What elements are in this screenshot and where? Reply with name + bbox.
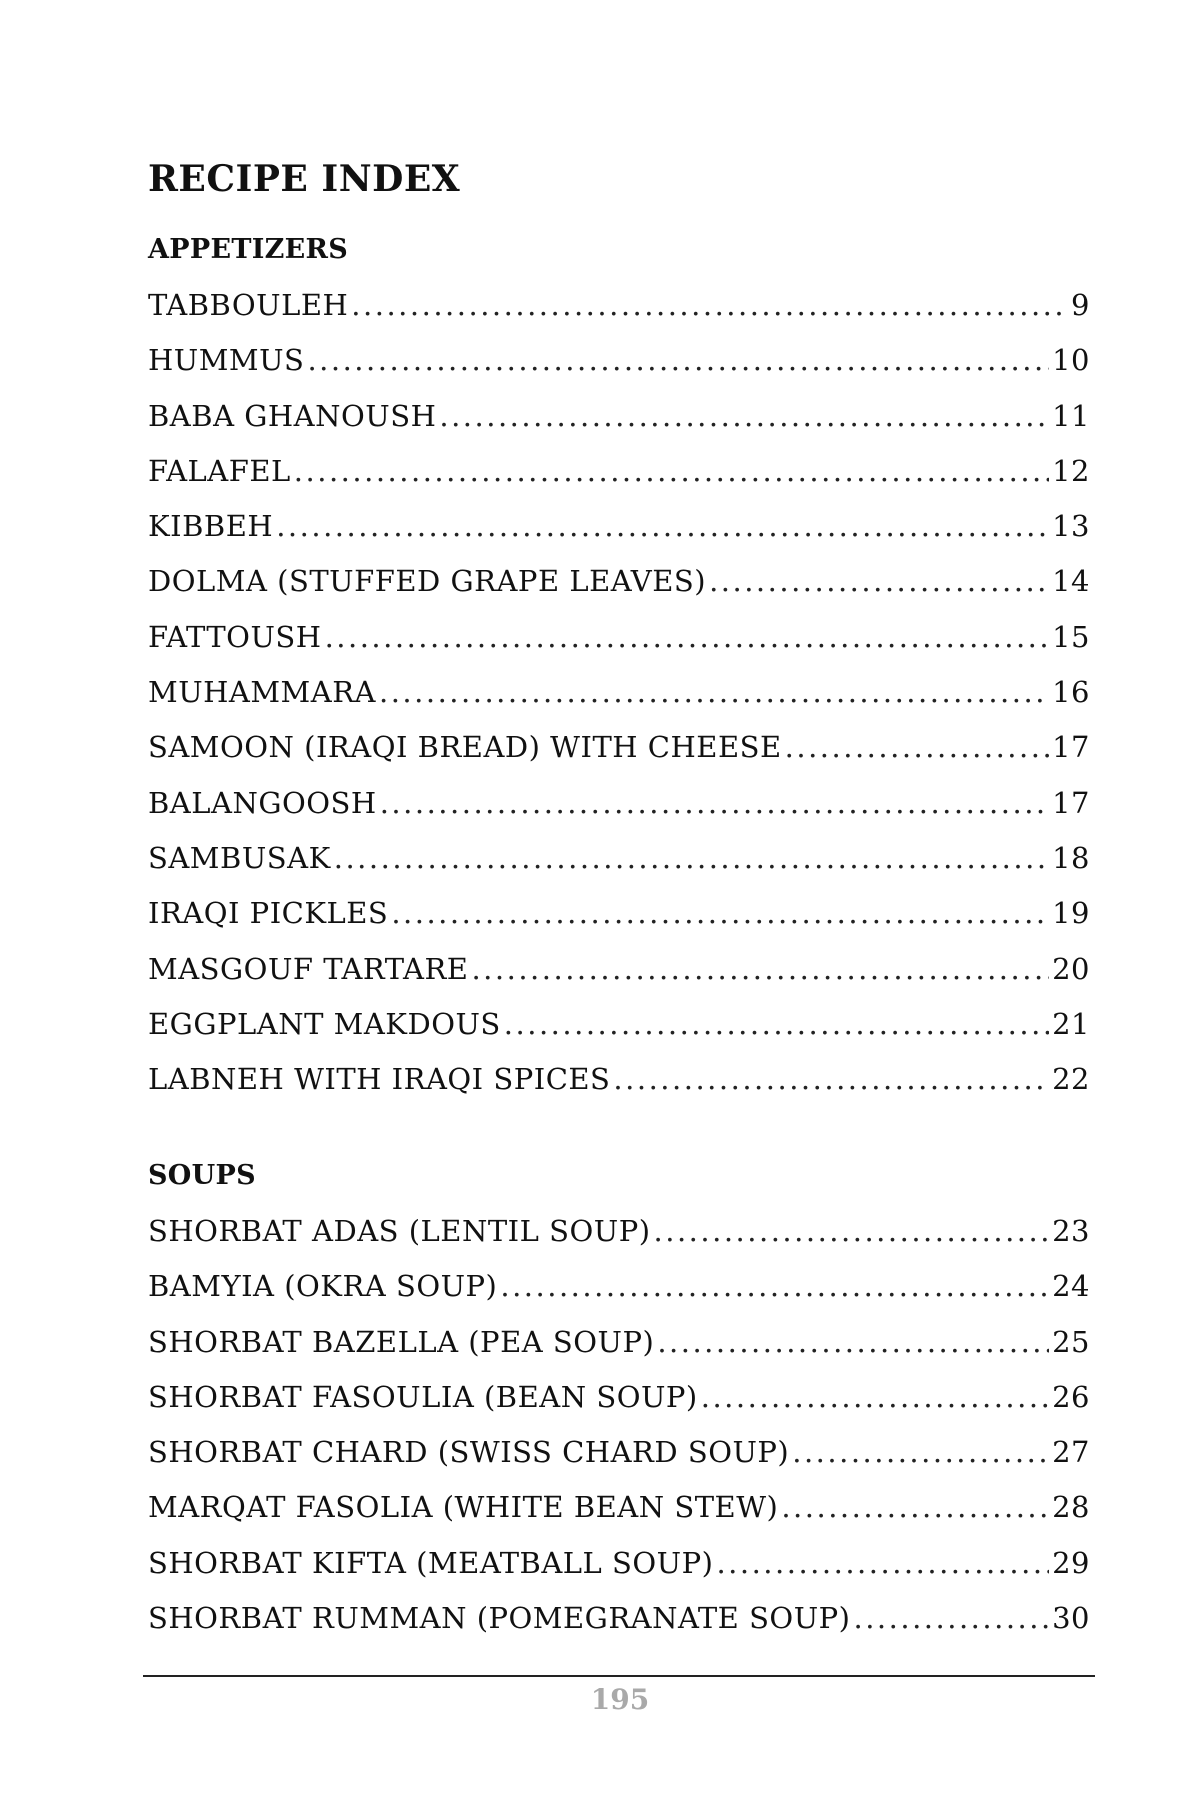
toc-entry-page: 22 [1052, 1062, 1090, 1097]
toc-entry[interactable] [148, 997, 1090, 1052]
toc-entry-title: SHORBAT FASOULIA (BEAN SOUP) [148, 1379, 698, 1414]
toc-entry[interactable] [148, 886, 1090, 941]
page-number: 195 [590, 1683, 650, 1716]
toc-entry-page: 24 [1052, 1269, 1090, 1304]
dot-leader [716, 1536, 1049, 1591]
toc-entry-page: 25 [1052, 1324, 1090, 1359]
dot-leader [294, 444, 1049, 499]
dot-leader [391, 886, 1049, 941]
toc-entry[interactable] [148, 1536, 1090, 1591]
toc-list [148, 278, 1090, 1107]
dot-leader [701, 1370, 1049, 1425]
toc-entry-page: 14 [1052, 564, 1090, 599]
dot-leader [785, 720, 1049, 775]
dot-leader [307, 333, 1049, 388]
toc-entry-title: BALANGOOSH [148, 785, 377, 820]
toc-entry-page: 18 [1052, 840, 1090, 875]
toc-entry[interactable] [148, 278, 1090, 333]
toc-entry[interactable] [148, 610, 1090, 665]
toc-entry-page: 9 [1071, 288, 1090, 322]
dot-leader [792, 1425, 1049, 1480]
toc-entry[interactable] [148, 499, 1090, 554]
toc-entry[interactable] [148, 942, 1090, 997]
toc-entry-page: 26 [1052, 1379, 1090, 1414]
toc-entry-title: SAMOON (IRAQI BREAD) WITH CHEESE [148, 730, 782, 765]
toc-entry[interactable] [148, 776, 1090, 831]
toc-entry-page: 29 [1052, 1545, 1090, 1580]
toc-entry-page: 16 [1052, 675, 1090, 710]
toc-entry-title: FATTOUSH [148, 619, 322, 654]
toc-entry[interactable] [148, 1315, 1090, 1370]
toc-entry-page: 11 [1052, 398, 1090, 433]
toc-entry-title: MARQAT FASOLIA (WHITE BEAN STEW) [148, 1490, 779, 1525]
toc-entry-title: SHORBAT CHARD (SWISS CHARD SOUP) [148, 1435, 790, 1470]
toc-entry-title: TABBOULEH [148, 288, 349, 322]
toc-entry[interactable] [148, 1259, 1090, 1314]
dot-leader [325, 610, 1050, 665]
toc-entry[interactable] [148, 389, 1090, 444]
toc-entry-title: SHORBAT KIFTA (MEATBALL SOUP) [148, 1545, 714, 1580]
dot-leader [439, 389, 1049, 444]
dot-leader [613, 1052, 1049, 1107]
toc-entry[interactable] [148, 1204, 1090, 1259]
toc-entry-title: SAMBUSAK [148, 840, 331, 875]
dot-leader [334, 831, 1049, 886]
toc-entry[interactable] [148, 554, 1090, 609]
toc-entry-title: MUHAMMARA [148, 675, 376, 710]
toc-entry[interactable] [148, 1052, 1090, 1107]
dot-leader [657, 1315, 1049, 1370]
dot-leader [654, 1204, 1050, 1259]
toc-entry-title: KIBBEH [148, 509, 274, 544]
dot-leader [709, 554, 1049, 609]
toc-list [148, 1204, 1090, 1646]
footer-divider [143, 1675, 1095, 1677]
toc-entry[interactable] [148, 1480, 1090, 1535]
toc-entry-page: 15 [1052, 619, 1090, 654]
dot-leader [351, 278, 1068, 333]
toc-entry-title: EGGPLANT MAKDOUS [148, 1006, 501, 1041]
toc-entry-title: BABA GHANOUSH [148, 398, 437, 433]
toc-entry-page: 17 [1052, 785, 1090, 820]
dot-leader [379, 665, 1049, 720]
toc-entry[interactable] [148, 1425, 1090, 1480]
section-appetizers [148, 222, 1090, 1107]
toc-entry[interactable] [148, 1591, 1090, 1646]
dot-leader [853, 1591, 1049, 1646]
toc-entry-title: SHORBAT RUMMAN (POMEGRANATE SOUP) [148, 1601, 851, 1636]
toc-entry-title: HUMMUS [148, 343, 305, 378]
toc-entry[interactable] [148, 444, 1090, 499]
toc-entry-page: 17 [1052, 730, 1090, 765]
toc-entry[interactable] [148, 1370, 1090, 1425]
toc-entry-title: SHORBAT BAZELLA (PEA SOUP) [148, 1324, 655, 1359]
dot-leader [471, 942, 1049, 997]
toc-entry-title: MASGOUF TARTARE [148, 951, 469, 986]
section-heading: APPETIZERS [148, 234, 349, 265]
toc-entry-title: IRAQI PICKLES [148, 896, 389, 931]
toc-entry-page: 28 [1052, 1490, 1090, 1525]
dot-leader [380, 776, 1049, 831]
toc-entry[interactable] [148, 333, 1090, 388]
dot-leader [781, 1480, 1049, 1535]
section-soups [148, 1148, 1090, 1646]
section-heading: SOUPS [148, 1160, 256, 1191]
page-title: RECIPE INDEX [148, 158, 461, 200]
toc-entry-title: FALAFEL [148, 453, 291, 488]
dot-leader [276, 499, 1049, 554]
toc-entry-title: SHORBAT ADAS (LENTIL SOUP) [148, 1214, 651, 1248]
toc-entry-page: 21 [1052, 1006, 1090, 1041]
toc-entry-page: 12 [1052, 453, 1090, 488]
toc-entry[interactable] [148, 665, 1090, 720]
toc-entry[interactable] [148, 831, 1090, 886]
toc-entry-title: BAMYIA (OKRA SOUP) [148, 1269, 498, 1304]
toc-entry-page: 20 [1052, 951, 1090, 986]
toc-entry-page: 13 [1052, 509, 1090, 544]
toc-entry-page: 19 [1052, 896, 1090, 931]
toc-entry[interactable] [148, 720, 1090, 775]
dot-leader [500, 1259, 1049, 1314]
toc-entry-page: 30 [1052, 1601, 1090, 1636]
dot-leader [504, 997, 1049, 1052]
toc-entry-page: 23 [1052, 1214, 1090, 1248]
toc-entry-page: 27 [1052, 1435, 1090, 1470]
toc-entry-title: LABNEH WITH IRAQI SPICES [148, 1062, 611, 1097]
toc-entry-title: DOLMA (STUFFED GRAPE LEAVES) [148, 564, 707, 599]
toc-entry-page: 10 [1052, 343, 1090, 378]
